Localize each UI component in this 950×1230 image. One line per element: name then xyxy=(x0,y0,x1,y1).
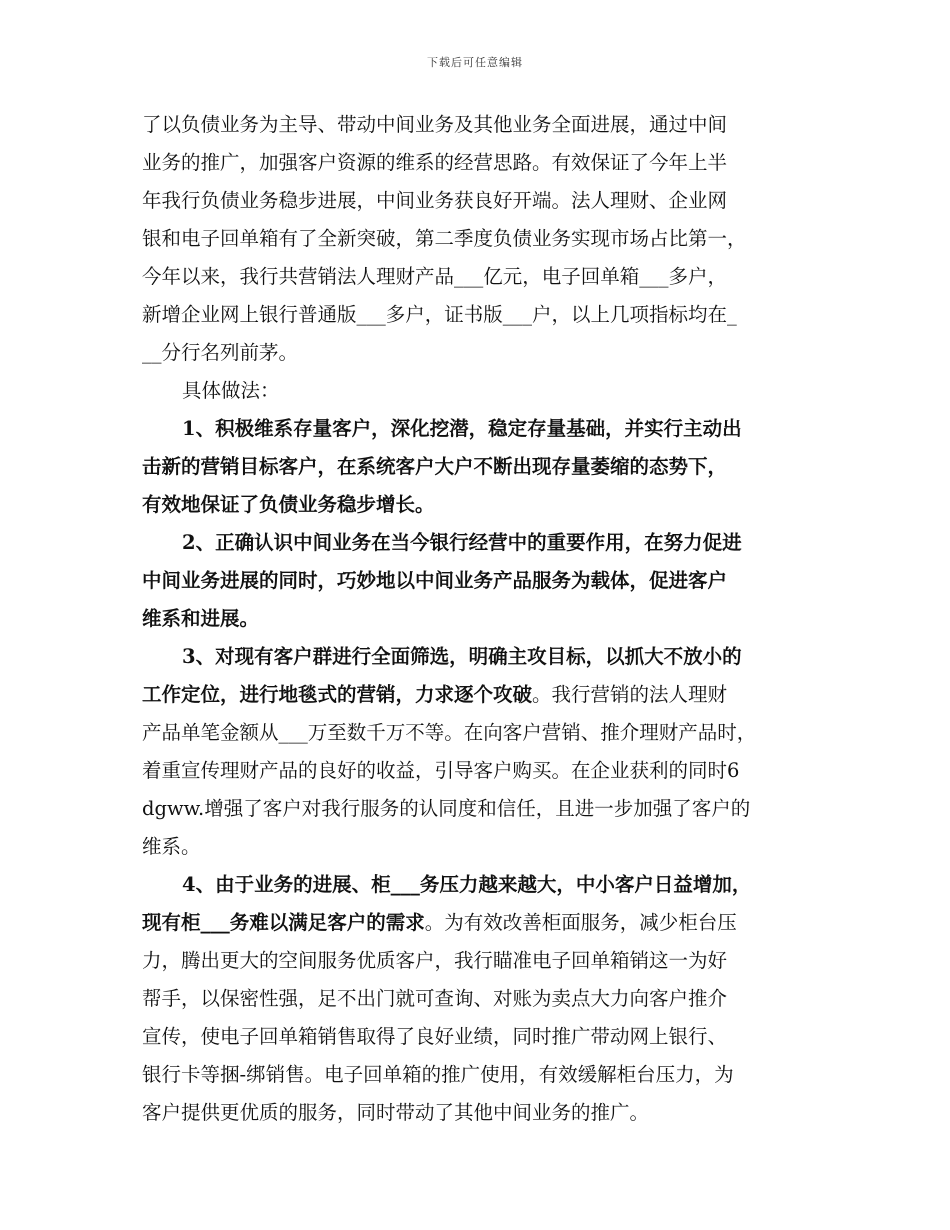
plain-text: 。为有效改善柜面服务，减少柜台压 xyxy=(424,911,737,934)
page-header: 下载后可任意编辑 xyxy=(427,56,523,69)
plain-text: 。我行营销的法人理财 xyxy=(532,683,728,706)
paragraph-item-2 xyxy=(142,524,814,638)
paragraph-item-1 xyxy=(142,410,814,524)
text-line: 了以负债业务为主导、带动中间业务及其他业务全面进展，通过中间 xyxy=(142,113,728,136)
paragraph-item-3 xyxy=(142,638,814,866)
paragraph-intro xyxy=(142,106,814,372)
text-line: 中间业务进展的同时，巧妙地以中间业务产品服务为载体，促进客户 xyxy=(142,569,728,592)
text-line: 宣传，使电子回单箱销售取得了良好业绩，同时推广带动网上银行、 xyxy=(142,1025,728,1048)
text-line: 帮手，以保密性强，足不出门就可查询、对账为卖点大力向客户推介 xyxy=(142,987,728,1010)
text-line: 业务的推广，加强客户资源的维系的经营思路。有效保证了今年上半 xyxy=(142,151,728,174)
text-line: 今年以来，我行共营销法人理财产品___亿元，电子回单箱___多户， xyxy=(142,265,728,288)
text-line: dgww.增强了客户对我行服务的认同度和信任，且进一步加强了客户的 xyxy=(142,797,751,820)
text-line: 维系。 xyxy=(142,835,201,858)
text-line: 银行卡等捆-绑销售。电子回单箱的推广使用，有效缓解柜台压力，为 xyxy=(142,1063,734,1086)
text-line: 2、正确认识中间业务在当今银行经营中的重要作用，在努力促进 xyxy=(182,531,742,554)
text-line: 着重宣传理财产品的良好的收益，引导客户购买。在企业获利的同时6 xyxy=(142,759,740,782)
text-line: 维系和进展。 xyxy=(142,607,260,630)
document-body xyxy=(142,106,814,1132)
text-line xyxy=(142,676,814,714)
text-line: 1、积极维系存量客户，深化挖潜，稳定存量基础，并实行主动出 xyxy=(182,417,742,440)
text-line: 新增企业网上银行普通版___多户，证书版___户，以上几项指标均在_ xyxy=(142,303,737,326)
text-line: 客户提供更优质的服务，同时带动了其他中间业务的推广。 xyxy=(142,1101,650,1124)
paragraph-item-4 xyxy=(142,866,814,1132)
text-line: 银和电子回单箱有了全新突破，第二季度负债业务实现市场占比第一， xyxy=(142,227,747,250)
text-line xyxy=(142,904,814,942)
text-line: 力，腾出更大的空间服务优质客户，我行瞄准电子回单箱销这一为好 xyxy=(142,949,728,972)
text-line: 年我行负债业务稳步进展，中间业务获良好开端。法人理财、企业网 xyxy=(142,189,728,212)
text-line: 3、对现有客户群进行全面筛选，明确主攻目标，以抓大不放小的 xyxy=(182,645,742,668)
text-line: 击新的营销目标客户，在系统客户大户不断出现存量萎缩的态势下， xyxy=(142,455,728,478)
text-line: 4、由于业务的进展、柜___务压力越来越大，中小客户日益增加， xyxy=(182,873,752,896)
text-line: __分行名列前茅。 xyxy=(142,341,299,364)
text-line: 产品单笔金额从___万至数千万不等。在向客户营销、推介理财产品时， xyxy=(142,721,757,744)
bold-text: 工作定位，进行地毯式的营销，力求逐个攻破 xyxy=(142,683,533,706)
bold-text: 现有柜___务难以满足客户的需求 xyxy=(142,911,425,934)
section-heading: 具体做法： xyxy=(182,379,280,402)
text-line: 有效地保证了负债业务稳步增长。 xyxy=(142,493,435,516)
